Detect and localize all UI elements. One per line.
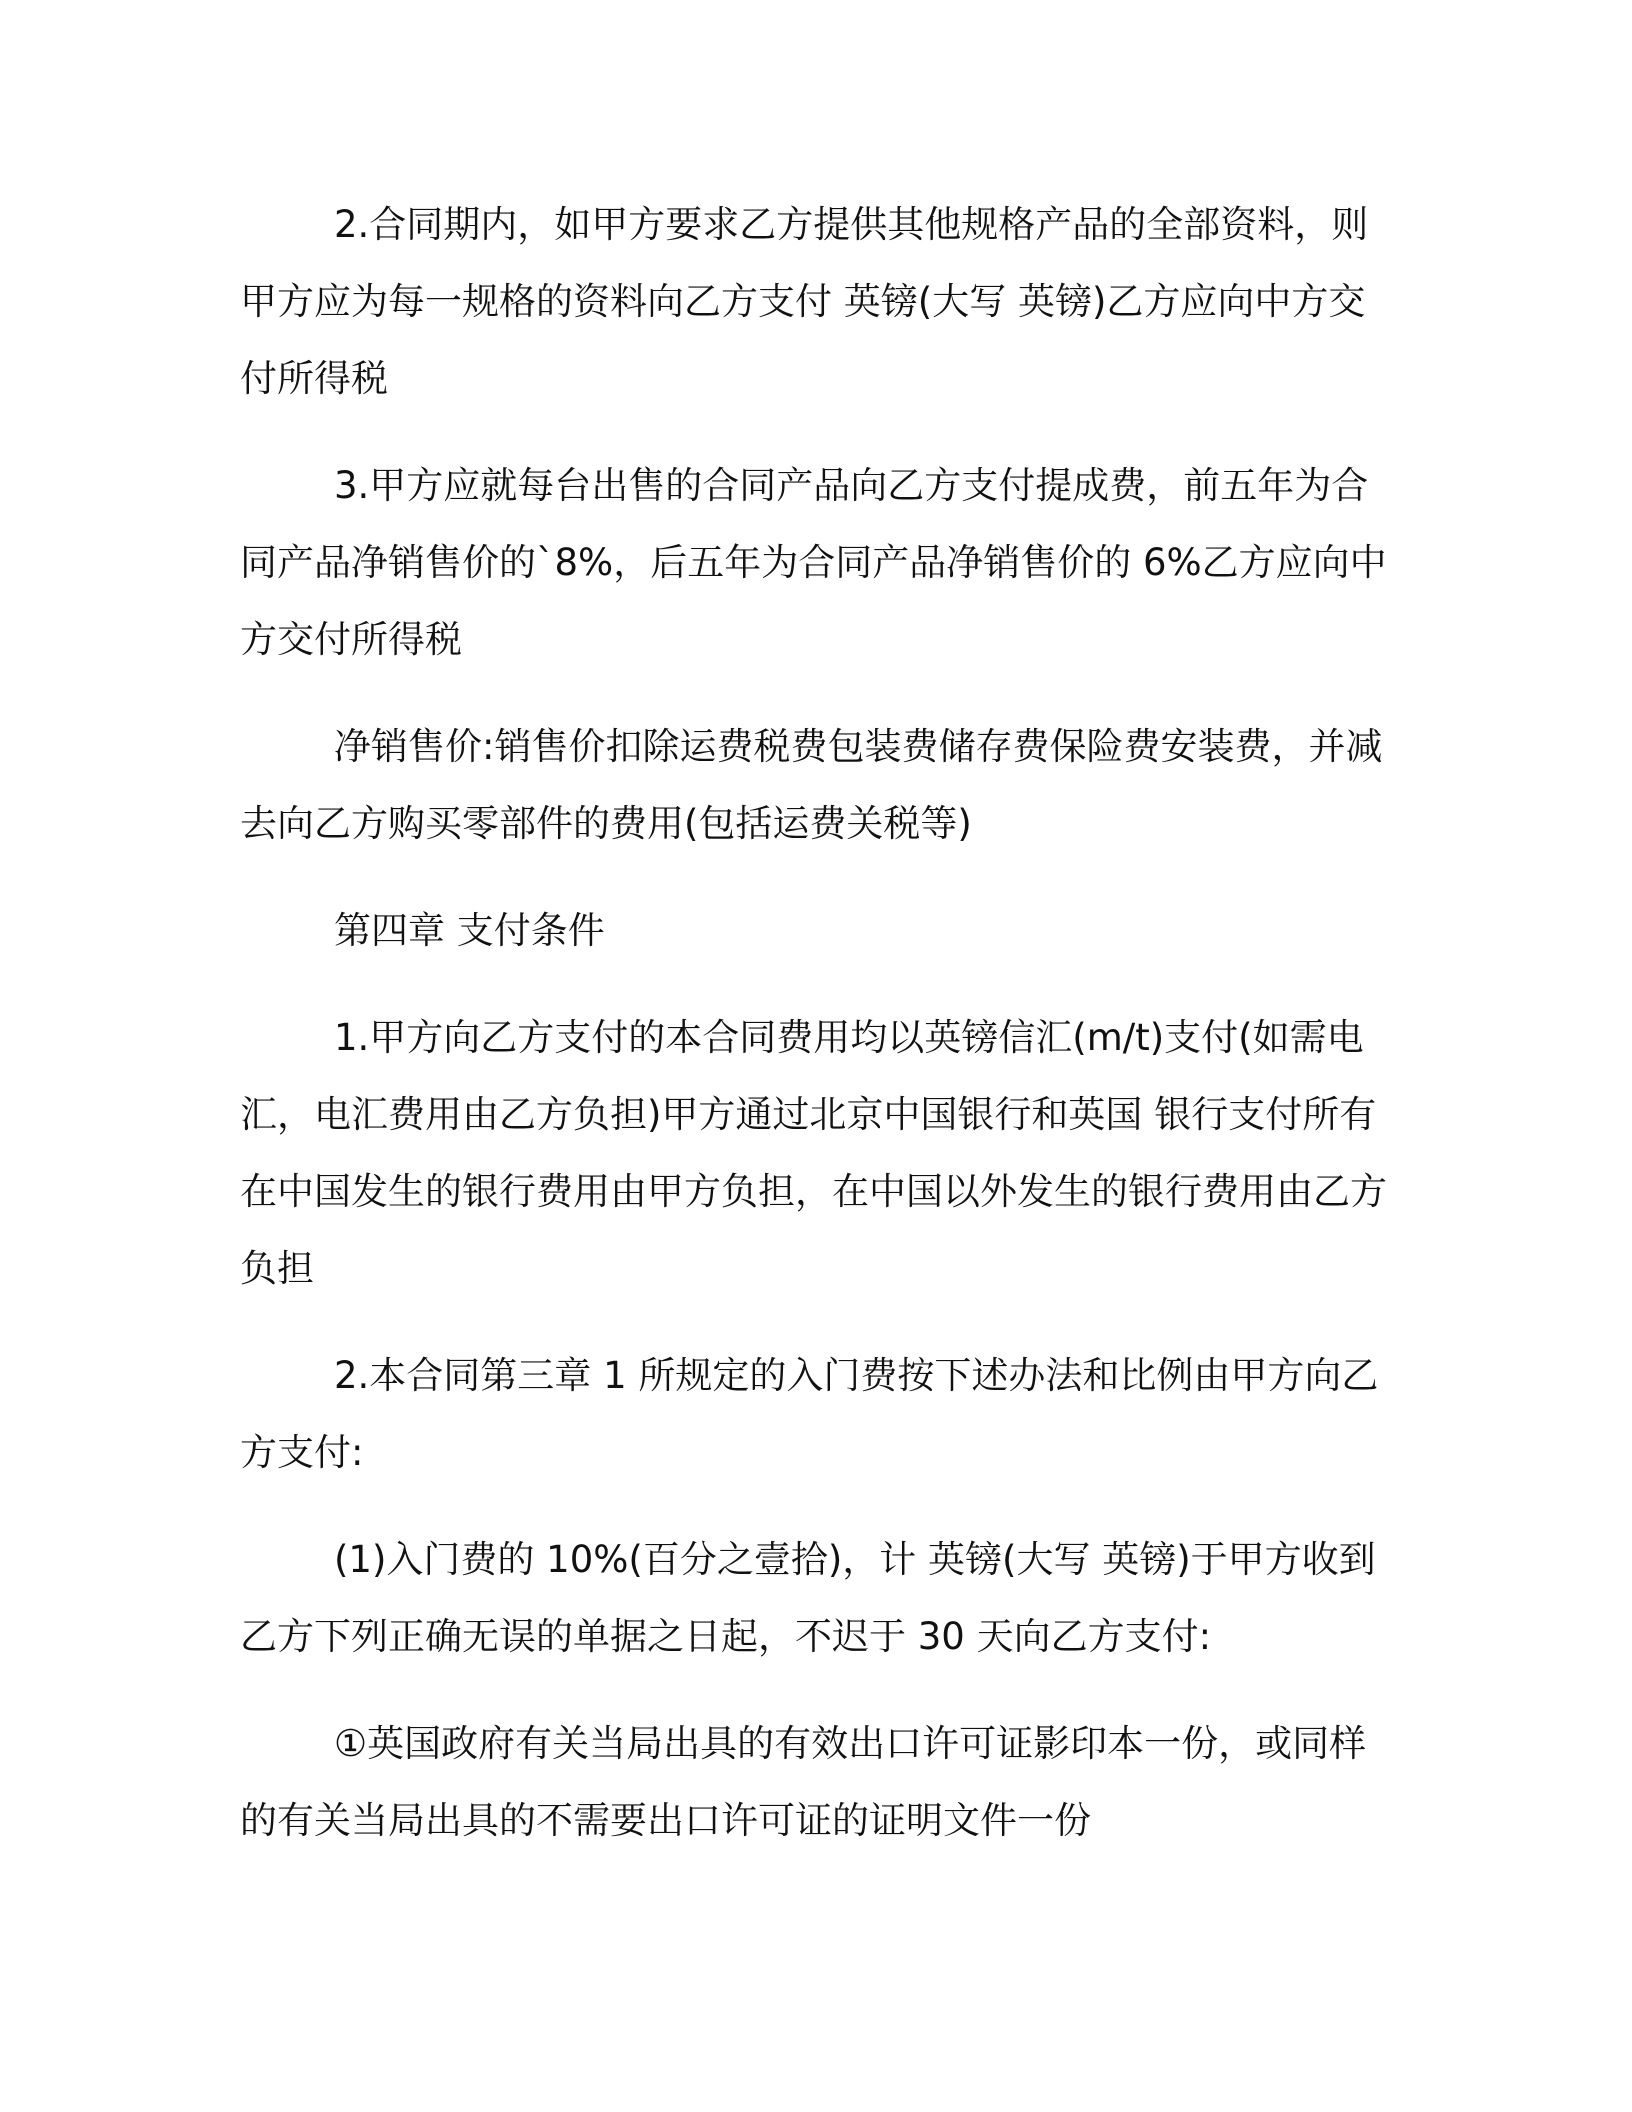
paragraph-clause-2: 2.合同期内，如甲方要求乙方提供其他规格产品的全部资料，则甲方应为每一规格的资料向乙方支付 英镑(大写 英镑)乙方应向中方交付所得税: [240, 203, 1369, 400]
paragraph-payment-clause-2: 2.本合同第三章 1 所规定的入门费按下述办法和比例由甲方向乙方支付:: [240, 1354, 1379, 1474]
document-body: [240, 186, 1390, 1889]
paragraph-payment-clause-1: 1.甲方向乙方支付的本合同费用均以英镑信汇(m/t)支付(如需电汇，电汇费用由乙方负担)甲方通过北京中国银行和英国 银行支付所有在中国发生的银行费用由甲方负担，在中国以外发生的银行费用由乙方负担: [240, 1016, 1387, 1290]
paragraph-clause-3: 3.甲方应就每台出售的合同产品向乙方支付提成费，前五年为合同产品净销售价的`8%，后五年为合同产品净销售价的 6%乙方应向中方交付所得税: [240, 464, 1387, 661]
paragraph-payment-document-1: ①英国政府有关当局出具的有效出口许可证影印本一份，或同样的有关当局出具的不需要出口许可证的证明文件一份: [240, 1722, 1367, 1842]
chapter-heading: 第四章 支付条件: [334, 909, 605, 952]
paragraph-payment-item-1: (1)入门费的 10%(百分之壹拾)，计 英镑(大写 英镑)于甲方收到乙方下列正确无误的单据之日起，不迟于 30 天向乙方支付:: [240, 1538, 1376, 1658]
paragraph-net-price-definition: 净销售价:销售价扣除运费税费包装费储存费保险费安装费，并减去向乙方购买零部件的费用(包括运费关税等): [240, 725, 1383, 845]
